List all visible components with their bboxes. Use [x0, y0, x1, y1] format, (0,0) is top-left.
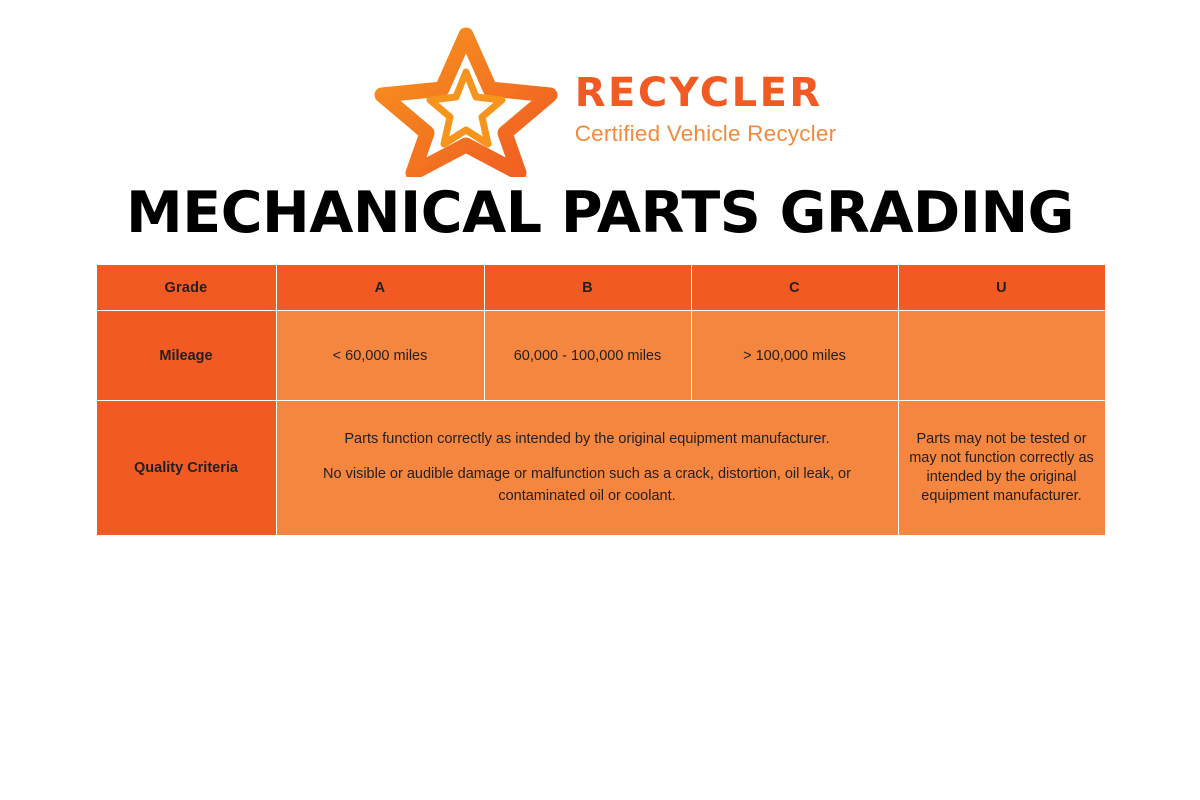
wordmark	[575, 57, 837, 146]
page-title: MECHANICAL PARTS GRADING	[126, 180, 1074, 246]
table-row-quality-criteria	[96, 401, 1105, 536]
table-header-row	[96, 265, 1105, 311]
brand-tagline: Certified Vehicle Recycler	[574, 121, 837, 147]
logo-block	[0, 0, 1200, 185]
row-label-mileage: Mileage	[96, 311, 276, 401]
header-cell-c: C	[691, 265, 898, 311]
mileage-grade-b: 60,000 - 100,000 miles	[484, 311, 691, 401]
brand-name: RECYCLER	[574, 70, 823, 117]
grading-table-wrapper	[96, 264, 1105, 536]
header-cell-b: B	[484, 265, 691, 311]
mileage-grade-u	[898, 311, 1105, 401]
row-label-quality-criteria: Quality Criteria	[96, 401, 276, 536]
quality-criteria-abc	[276, 401, 898, 536]
header-cell-a: A	[276, 265, 484, 311]
mileage-grade-c: > 100,000 miles	[691, 311, 898, 401]
header-cell-u: U	[898, 265, 1105, 311]
header-cell-grade: Grade	[96, 265, 276, 311]
quality-criteria-line-1: Parts function correctly as intended by the original equipment manufacturer.	[344, 431, 830, 448]
logo	[364, 27, 837, 177]
mileage-grade-a: < 60,000 miles	[276, 311, 484, 401]
quality-criteria-line-2: No visible or audible damage or malfunction such as a crack, distortion, oil leak, or contaminated oil or coolant.	[323, 466, 851, 504]
quality-criteria-u: Parts may not be tested or may not function correctly as intended by the original equipment manufacturer.	[898, 401, 1105, 536]
table-row-mileage	[96, 311, 1105, 401]
grading-table	[96, 264, 1106, 536]
star-icon	[364, 27, 569, 177]
